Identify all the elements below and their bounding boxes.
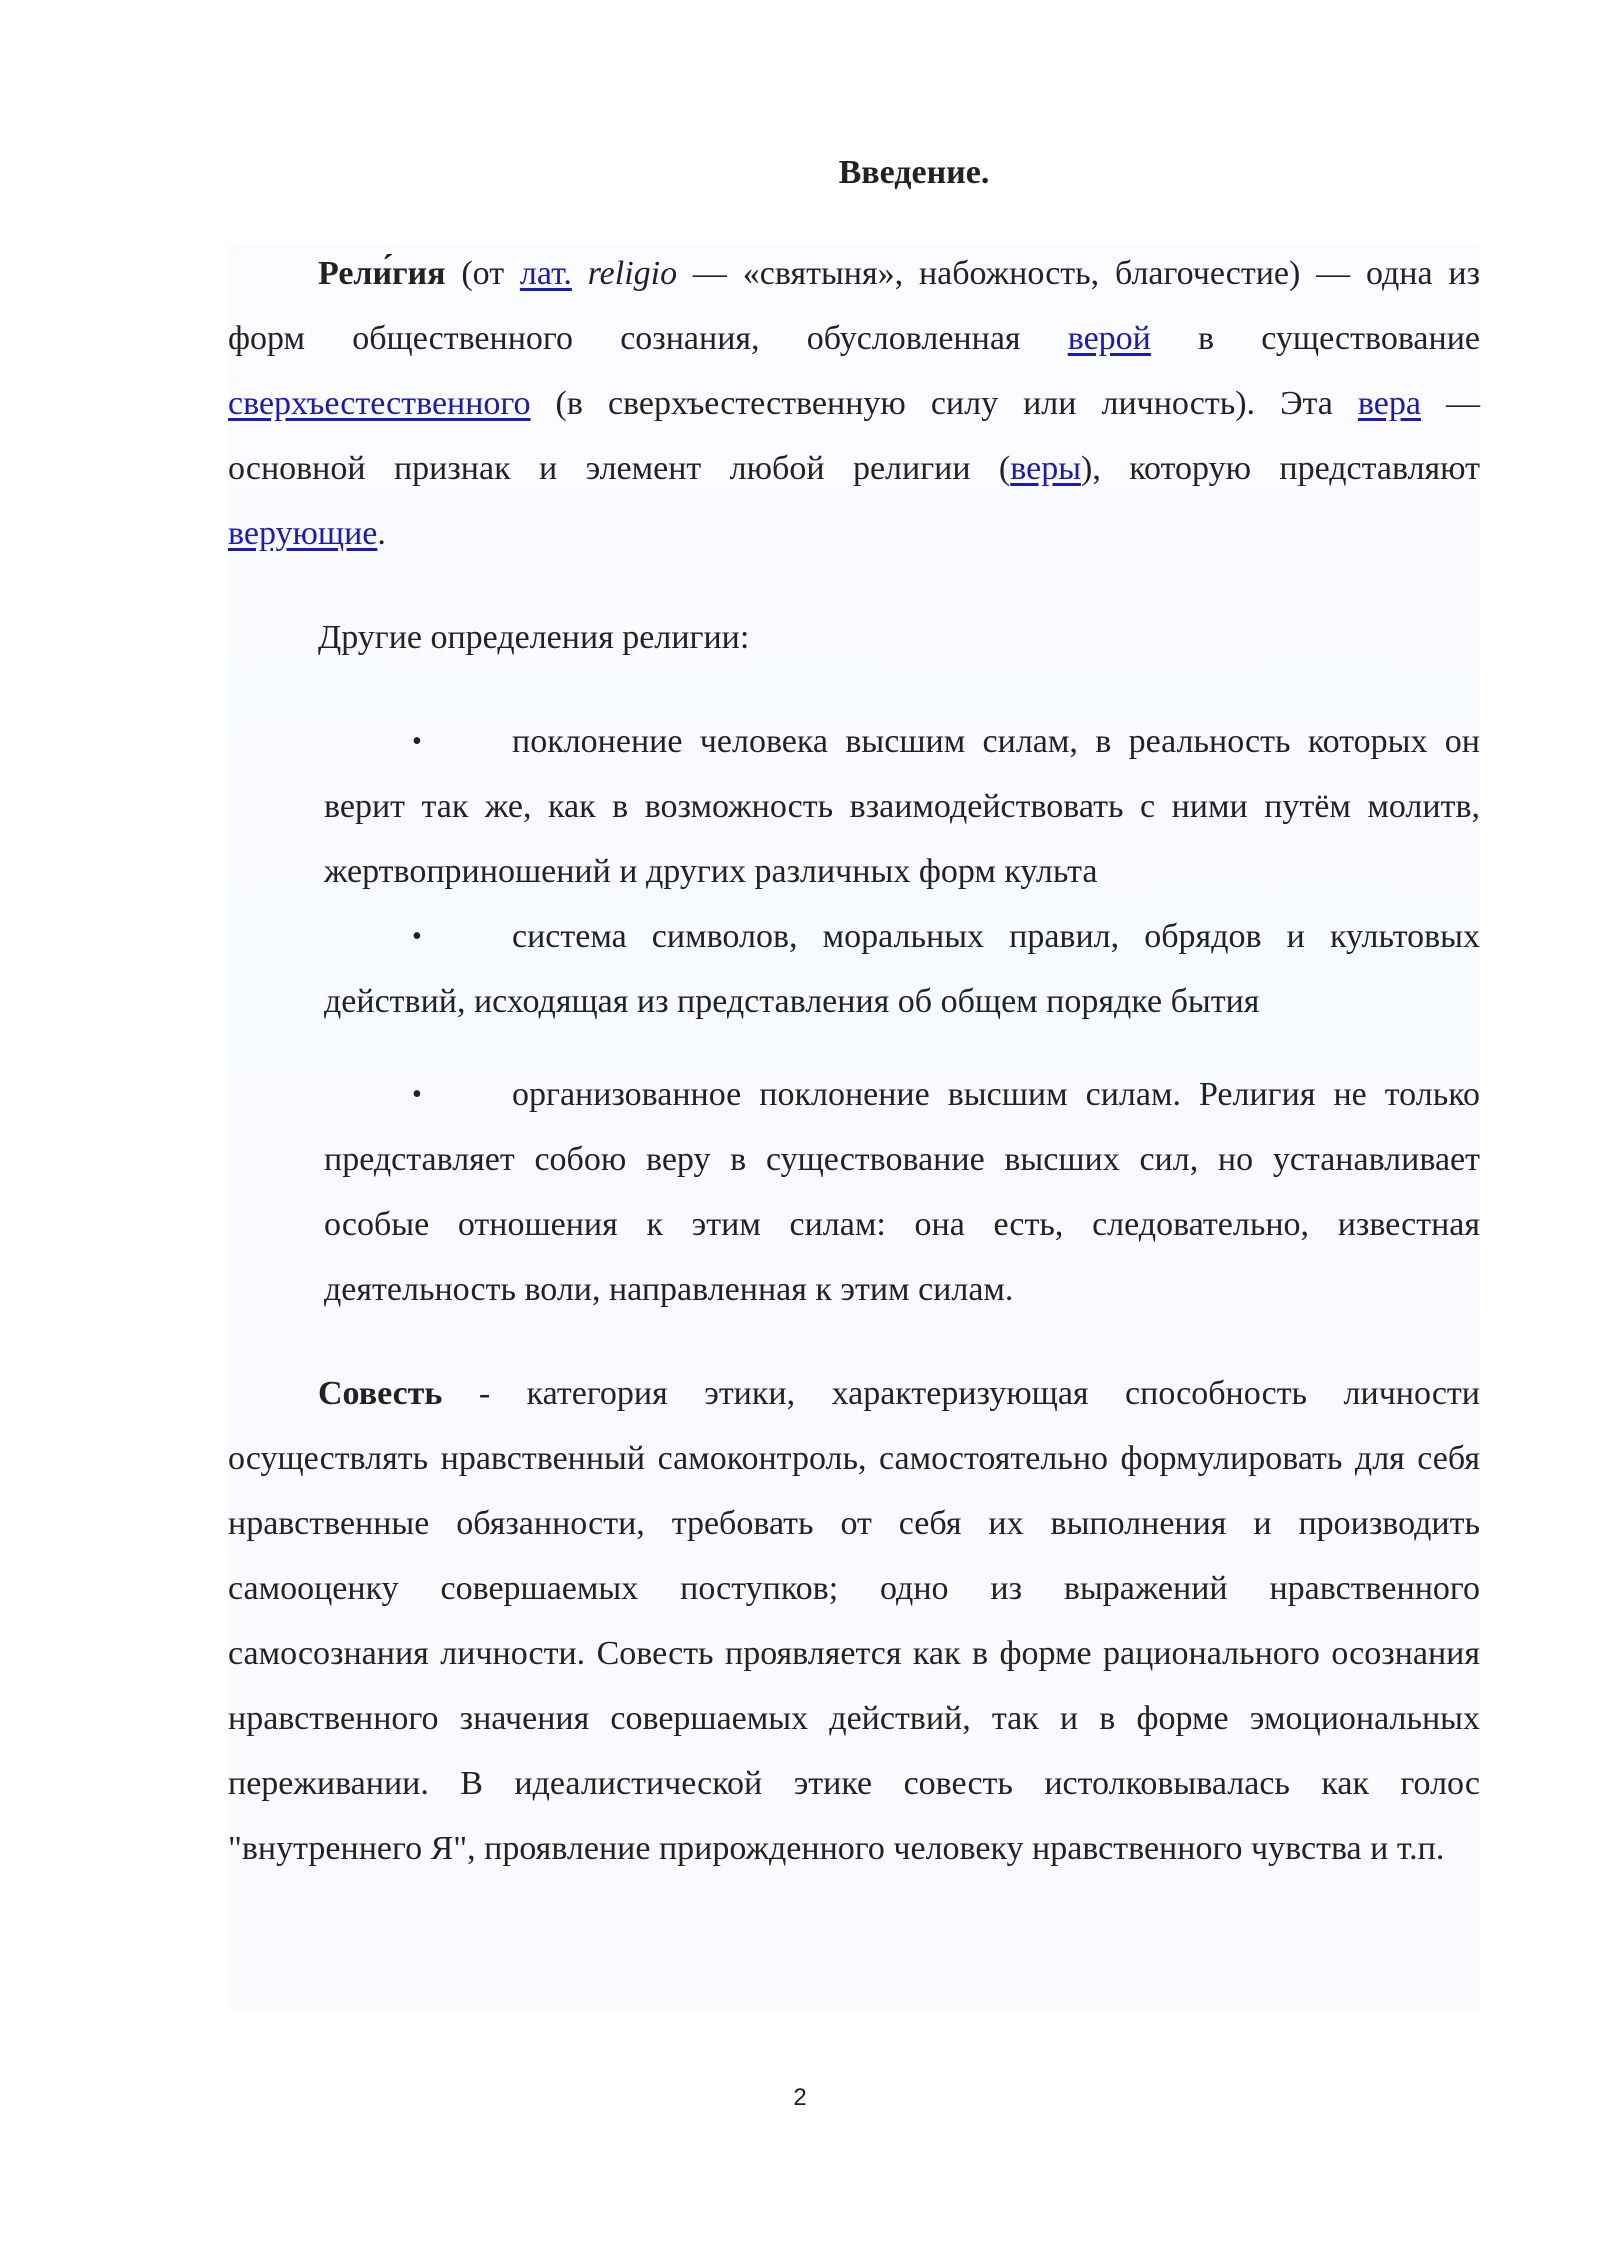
- text-segment: (от: [445, 255, 520, 292]
- text-segment: (в сверхъестественную силу или личность). Эта: [530, 385, 1358, 422]
- link-faiths[interactable]: веры: [1010, 450, 1082, 487]
- text-segment: [572, 255, 588, 292]
- text-segment: — основной признак и элемент любой религии (: [228, 385, 1480, 487]
- page-title: Введение.: [838, 154, 990, 191]
- link-faith[interactable]: верой: [1067, 320, 1151, 357]
- list-item-text: поклонение человека высшим силам, в реальность которых он верит так же, как в возможность взаимодействовать с ними путём молитв, жертвоприношений и других различных форм культа: [324, 723, 1480, 890]
- text-segment: .: [377, 515, 386, 552]
- list-item: [324, 709, 1480, 904]
- term-religion: Рели́гия: [318, 255, 446, 292]
- list-item: [324, 1062, 1480, 1322]
- bullet-icon: •: [412, 1079, 422, 1110]
- paragraph-conscience: [228, 1361, 1480, 1881]
- link-believers[interactable]: верующие: [228, 515, 378, 552]
- list-item: [324, 904, 1480, 1034]
- bullet-icon: •: [412, 921, 422, 952]
- text-segment: — «святыня», набожность, благочестие) — одна из форм общественного сознания, обусловленная: [228, 255, 1481, 357]
- page-number: 2: [793, 2084, 807, 2111]
- link-faith-2[interactable]: вера: [1357, 385, 1421, 422]
- other-definitions-intro: Другие определения религии:: [318, 619, 750, 656]
- paragraph-religion: [228, 241, 1480, 566]
- link-supernatural[interactable]: сверхъестественного: [228, 385, 531, 422]
- text-segment: - категория этики, характеризующая способность личности осуществлять нравственный самоконтроль, самостоятельно формулировать для себя нравственные обязанности, требовать от себя их выполнения и производить самооценку совершаемых поступков; одно из выражений нравственного самосознания личности. Совесть проявляется как в форме рационального осознания нравственного значения совершаемых действий, так и в форме эмоциональных переживании. В идеалистической этике совесть истолковывалась как голос "внутреннего Я", проявление прирожденного человеку нравственного чувства и т.п.: [228, 1375, 1480, 1867]
- bullet-icon: •: [412, 726, 422, 757]
- list-item-text: система символов, моральных правил, обрядов и культовых действий, исходящая из представления об общем порядке бытия: [324, 918, 1480, 1020]
- document-body: [228, 140, 1480, 1881]
- text-segment: ), которую представляют: [1081, 450, 1480, 487]
- link-latin[interactable]: лат.: [519, 255, 572, 292]
- definitions-list: [228, 709, 1480, 1322]
- text-segment: в существование: [1150, 320, 1480, 357]
- list-item-text: организованное поклонение высшим силам. Религия не только представляет собою веру в существование высших сил, но устанавливает особые отношения к этим силам: она есть, следовательно, известная деятельность воли, направленная к этим силам.: [324, 1076, 1480, 1308]
- term-conscience: Совесть: [318, 1375, 443, 1412]
- latin-word: religio: [587, 255, 678, 292]
